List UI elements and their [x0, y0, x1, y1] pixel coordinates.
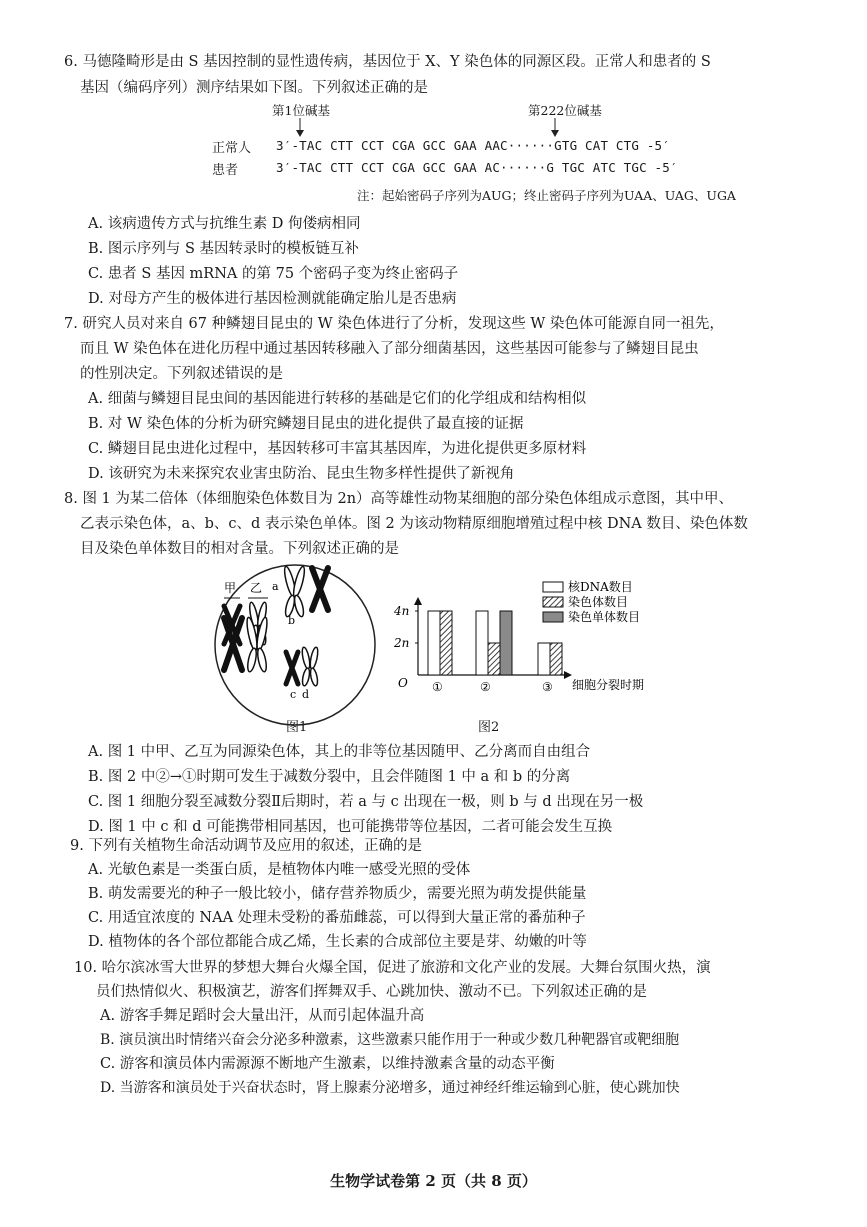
- q7-option-b: B. 对 W 染色体的分析为研究鳞翅目昆虫的进化提供了最直接的证据: [88, 416, 524, 432]
- q6-patient-sequence: 3′-TAC CTT CCT CGA GCC GAA AC······G TGC ATC TGC -5′: [276, 160, 678, 175]
- q8-option-d: D. 图 1 中 c 和 d 可能携带相同基因，也可能携带等位基因，二者可能会发生互换: [88, 819, 613, 835]
- category-label-3: ③: [542, 680, 553, 694]
- q10-option-c: C. 游客和演员体内需源源不断地产生激素，以维持激素含量的动态平衡: [100, 1056, 555, 1072]
- category-label-2: ②: [480, 680, 491, 694]
- y-tick-4n: 4n: [394, 604, 410, 618]
- q8-option-b: B. 图 2 中②→①时期可发生于减数分裂中，且会伴随图 1 中 a 和 b 的分离: [88, 769, 571, 785]
- q6-222-base-label: 第222位碱基: [528, 103, 602, 118]
- origin-label: O: [398, 676, 408, 690]
- q6-stem-line1: 6. 马德隆畸形是由 S 基因控制的显性遗传病，基因位于 X、Y 染色体的同源区段。正常人和患者的 S: [64, 54, 711, 70]
- label-c: c: [290, 688, 297, 701]
- bar-2-series-3: [500, 611, 512, 675]
- q7-option-a: A. 细菌与鳞翅目昆虫间的基因能进行转移的基础是它们的化学组成和结构相似: [88, 391, 587, 407]
- bar-1-series-1: [428, 611, 440, 675]
- legend-swatch-chromosome: [543, 597, 563, 607]
- q9-stem-line1: 9. 下列有关植物生命活动调节及应用的叙述，正确的是: [70, 838, 422, 854]
- chromosome-c: [286, 652, 298, 684]
- q6-option-a: A. 该病遗传方式与抗维生素 D 佝偻病相同: [88, 216, 361, 232]
- q8-option-c: C. 图 1 细胞分裂至减数分裂Ⅱ后期时，若 a 与 c 出现在一极，则 b 与 d 出现在另一极: [88, 794, 644, 810]
- bar-2-series-2: [488, 643, 500, 675]
- x-axis-arrow: [564, 671, 572, 679]
- q6-stem-line2: 基因（编码序列）测序结果如下图。下列叙述正确的是: [80, 80, 428, 96]
- legend-swatch-chromatid: [543, 612, 563, 622]
- legend-swatch-dna: [543, 582, 563, 592]
- q9-option-d: D. 植物体的各个部位都能合成乙烯，生长素的合成部位主要是芽、幼嫩的叶等: [88, 934, 587, 950]
- chromosome-d: [301, 647, 319, 687]
- figure-1-cell: [210, 560, 380, 735]
- q10-option-a: A. 游客手舞足蹈时会大量出汗，从而引起体温升高: [100, 1008, 425, 1024]
- q10-stem-line1: 10. 哈尔滨冰雪大世界的梦想大舞台火爆全国，促进了旅游和文化产业的发展。大舞台氛围火热，演: [74, 960, 711, 976]
- q8-option-a: A. 图 1 中甲、乙互为同源染色体，其上的非等位基因随甲、乙分离而自由组合: [88, 744, 591, 760]
- page-footer: 生物学试卷第 2 页（共 8 页）: [330, 1172, 537, 1190]
- category-labels: [432, 680, 553, 694]
- bar-3-series-2: [550, 643, 562, 675]
- figure-1-caption: 图1: [286, 720, 308, 735]
- y-tick-2n: 2n: [394, 636, 410, 650]
- chromosome-ab: [282, 566, 306, 618]
- q8-stem-line2: 乙表示染色体，a、b、c、d 表示染色单体。图 2 为该动物精原细胞增殖过程中核 DNA 数目、染色体数: [80, 516, 748, 532]
- q10-stem-line2: 员们热情似火、积极演艺，游客们挥舞双手、心跳加快、激动不已。下列叙述正确的是: [96, 984, 647, 1000]
- q8-stem-line1: 8. 图 1 为某二倍体（体细胞染色体数目为 2n）高等雄性动物某细胞的部分染色体组成示意图，其中甲、: [64, 491, 734, 507]
- category-label-1: ①: [432, 680, 443, 694]
- q6-option-b: B. 图示序列与 S 基因转录时的模板链互补: [88, 241, 360, 257]
- q7-option-d: D. 该研究为未来探究农业害虫防治、昆虫生物多样性提供了新视角: [88, 466, 515, 482]
- q10-option-d: D. 当游客和演员处于兴奋状态时，肾上腺素分泌增多，通过神经纤维运输到心脏，使心跳加快: [100, 1080, 680, 1096]
- q6-first-base-label: 第1位碱基: [272, 103, 330, 118]
- bar-2-series-1: [476, 611, 488, 675]
- y-axis-arrow: [414, 597, 422, 605]
- q6-note: 注：起始密码子序列为AUG；终止密码子序列为UAA、UAG、UGA: [357, 188, 736, 203]
- label-d: d: [302, 688, 310, 701]
- legend-chromatid: 染色单体数目: [568, 610, 641, 624]
- legend: [543, 579, 640, 624]
- label-jia: 甲: [224, 581, 237, 595]
- label-a: a: [272, 580, 279, 593]
- x-axis-label: 细胞分裂时期: [572, 678, 645, 692]
- q9-option-b: B. 萌发需要光的种子一般比较小，储存营养物质少，需要光照为萌发提供能量: [88, 886, 587, 902]
- figure-2-chart: [388, 575, 678, 705]
- q6-normal-label: 正常人: [212, 141, 252, 156]
- q7-option-c: C. 鳞翅目昆虫进化过程中，基因转移可丰富其基因库，为进化提供更多原材料: [88, 441, 587, 457]
- q6-option-c: C. 患者 S 基因 mRNA 的第 75 个密码子变为终止密码子: [88, 266, 459, 282]
- legend-chromosome: 染色体数目: [568, 595, 629, 609]
- q9-option-a: A. 光敏色素是一类蛋白质，是植物体内唯一感受光照的受体: [88, 862, 471, 878]
- bar-1-series-2: [440, 611, 452, 675]
- bar-3-series-1: [538, 643, 550, 675]
- bars: [428, 611, 562, 675]
- q7-stem-line3: 的性别决定。下列叙述错误的是: [80, 366, 283, 382]
- label-yi: 乙: [250, 581, 263, 595]
- y-tick-labels: [393, 604, 418, 650]
- q7-stem-line2: 而且 W 染色体在进化历程中通过基因转移融入了部分细菌基因，这些基因可能参与了鳞翅目昆虫: [80, 341, 699, 357]
- q8-stem-line3: 目及染色单体数目的相对含量。下列叙述正确的是: [80, 541, 399, 557]
- q6-patient-label: 患者: [212, 163, 239, 178]
- q7-stem-line1: 7. 研究人员对来自 67 种鳞翅目昆虫的 W 染色体进行了分析，发现这些 W 染色体可能源自同一祖先，: [64, 316, 724, 332]
- label-b: b: [288, 614, 296, 627]
- legend-dna: 核DNA数目: [568, 580, 633, 594]
- figure-2-caption: 图2: [478, 720, 500, 735]
- q10-option-b: B. 演员演出时情绪兴奋会分泌多种激素，这些激素只能作用于一种或少数几种靶器官或靶细胞: [100, 1032, 680, 1048]
- chromosome-dark-upper: [312, 568, 328, 610]
- q6-option-d: D. 对母方产生的极体进行基因检测就能确定胎儿是否患病: [88, 291, 457, 307]
- q9-option-c: C. 用适宜浓度的 NAA 处理未受粉的番茄雌蕊，可以得到大量正常的番茄种子: [88, 910, 586, 926]
- q6-normal-sequence: 3′-TAC CTT CCT CGA GCC GAA AAC······GTG CAT CTG -5′: [276, 138, 671, 153]
